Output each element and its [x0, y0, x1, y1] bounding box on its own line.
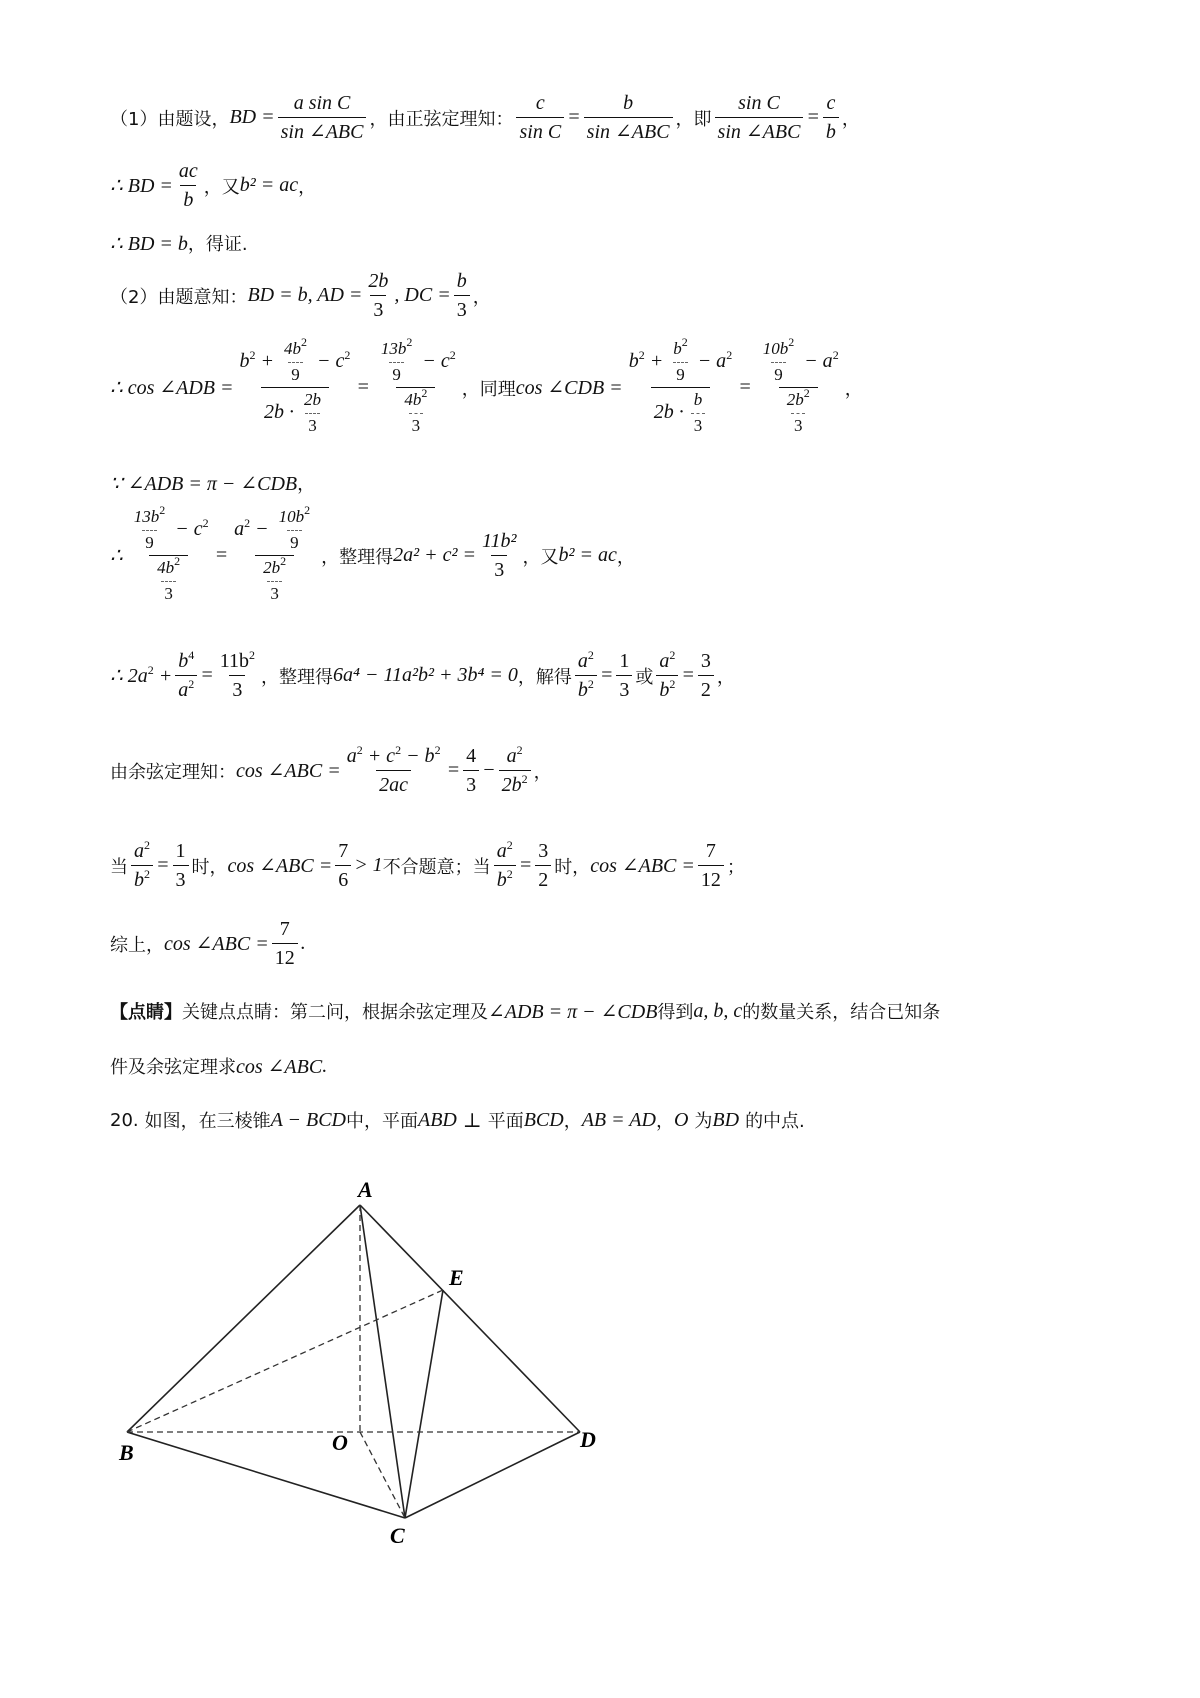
- cos-cdb-frac2: $\frac{10b^2}{9}$ − $a^2$ $\frac{2b^2}{3}$: [762, 335, 839, 436]
- cos-abc-case1: cos ∠ABC =: [227, 855, 333, 877]
- because-eq: ∵ ∠ADB = π − ∠CDB: [110, 472, 298, 495]
- edge-ab: [127, 1205, 360, 1432]
- edge-cd: [405, 1432, 580, 1518]
- seven-sixths: $\frac{7}{6}$: [335, 840, 351, 891]
- cos-cdb-prefix: cos ∠CDB =: [515, 377, 623, 400]
- part2-label: （2）由题意知：: [110, 286, 248, 308]
- shi-text-1: 时，: [191, 856, 228, 878]
- problem-number: 20.: [110, 1109, 139, 1131]
- equate-frac-left: $\frac{13b^2}{9}$ − $c^2$ $\frac{4b^2}{3}$: [133, 503, 209, 604]
- part1-label: （1）由题设，: [110, 108, 230, 130]
- part1-line2: ∴ BD = $\frac{ac}{b}$ ，又 b² = ac ，: [110, 160, 317, 211]
- ji-text: ，即: [675, 108, 712, 130]
- note-text2: 得到: [657, 1002, 694, 1023]
- quartic-eq: 6a⁴ − 11a²b² + 3b⁴ = 0: [333, 664, 518, 686]
- sine-law-frac1: $\frac{c}{\text{sin C}}$: [516, 92, 564, 143]
- equate-frac-right: $a^2$ − $\frac{10b^2}{9}$ $\frac{2b^2}{3}$: [234, 503, 311, 604]
- p20-text5: 的中点.: [745, 1111, 805, 1132]
- b2ac-eq: b² = ac: [558, 544, 617, 567]
- p20-perp: ⊥: [462, 1109, 482, 1132]
- final-fraction: $\frac{7}{12}$: [272, 918, 298, 969]
- cos-adb-line: ∴ cos ∠ADB = $b^2$ + $\frac{4b^2}{9}$ − $c^2$ 2b · $\frac{2b}{3}$ = $\frac{13b^2}{9}$ − $c^2$ $\frac{4b^2}{3}$ ，同理 cos ∠CDB = $b^2$ + $\frac{b^2}{9}$ − $a^2$ 2b · $\frac{b}{3}$ = $\frac{10b^2}{9}$ − $a^2$ $\frac{2b^2}{3}$ ，: [110, 335, 863, 436]
- edge-be-dashed: [127, 1290, 443, 1432]
- ji-frac1: $\frac{\text{sin C}}{\text{sin ∠ABC}}$: [715, 92, 804, 143]
- eq1-fraction: $\frac{\text{a sin C}}{\text{sin ∠ABC}}$: [278, 92, 367, 143]
- note-bracket: 【点睛】: [110, 1002, 182, 1023]
- note-period: .: [322, 1054, 328, 1077]
- zhengli2-text: ，整理得: [261, 666, 333, 688]
- p20-text4: 为: [694, 1111, 713, 1132]
- note-text3: 的数量关系，结合已知条: [742, 1002, 941, 1023]
- sine-law-frac2: $\frac{b}{\text{sin ∠ABC}}$: [584, 92, 673, 143]
- p20-text3: 平面: [487, 1111, 524, 1132]
- solve-rhs: $\frac{11b^2}{3}$: [219, 648, 255, 701]
- ratio2: $\frac{a^2}{b^2}$: [656, 650, 678, 701]
- note-text1: 关键点点睛：第二问，根据余弦定理及: [182, 1002, 488, 1023]
- note-angle-eq: ∠ADB = π − ∠CDB: [488, 1000, 658, 1023]
- shi-text-2: 时，: [554, 856, 591, 878]
- zhengli1-text: ，整理得: [321, 546, 394, 568]
- result1-fraction: $\frac{\text{11b²}}{3}$: [481, 530, 517, 582]
- p20-bcd: BCD: [523, 1108, 564, 1131]
- line3-end: ，得证.: [187, 234, 248, 255]
- cos-abc-frac: $\frac{a^2 + c^2 - b^2}{2ac}$: [346, 743, 441, 796]
- when-line: 当 $\frac{a^2}{b^2}$ = $\frac{1}{3}$ 时， cos ∠ABC = $\frac{7}{6}$ > 1 不合题意；当 $\frac{a^2}{b^2}$ = $\frac{3}{2}$ 时， cos ∠ABC = $\frac{7}{12}$ ；: [110, 838, 745, 891]
- when-ratio1-value: $\frac{1}{3}$: [173, 840, 189, 891]
- equate-line: ∴ $\frac{13b^2}{9}$ − $c^2$ $\frac{4b^2}{3}$ = $a^2$ − $\frac{10b^2}{9}$ $\frac{2b^2}{3}$ ，整理得 2a² + c² = $\frac{\text{11b²}}{3}$ ，又 b² = ac ，: [110, 503, 635, 604]
- cos-adb-prefix: ∴ cos ∠ADB =: [110, 377, 234, 400]
- solve-line: ∴ $2a^2$ + $\frac{b^4}{a^2}$ = $\frac{11b^2}{3}$ ，整理得 6a⁴ − 11a²b² + 3b⁴ = 0 ，解得 $\frac{a^2}{b^2}$ = $\frac{1}{3}$ 或 $\frac{a^2}{b^2}$ = $\frac{3}{2}$ ，: [110, 648, 735, 701]
- p20-abd: ABD: [418, 1108, 457, 1131]
- note-text4: 件及余弦定理求: [110, 1057, 236, 1078]
- a2-over-2b2: $\frac{a^2}{2b^2}$: [499, 745, 531, 796]
- label-a: A: [358, 1177, 373, 1202]
- because-line: ∵ ∠ADB = π − ∠CDB ，: [110, 472, 316, 495]
- ratio2-value: $\frac{3}{2}$: [698, 650, 714, 701]
- seven-twelfths: $\frac{7}{12}$: [698, 840, 724, 891]
- cos-law-text: 由余弦定理知：: [110, 761, 236, 783]
- when-ratio1: $\frac{a^2}{b^2}$: [131, 840, 153, 891]
- cos-cdb-frac1: $b^2$ + $\frac{b^2}{9}$ − $a^2$ 2b · $\frac{b}{3}$: [628, 335, 733, 436]
- note-abc: a, b, c: [693, 999, 743, 1022]
- label-d: D: [580, 1427, 596, 1452]
- line2-mid: ，又: [203, 176, 240, 198]
- edge-ad: [360, 1205, 580, 1432]
- label-o: O: [332, 1430, 348, 1455]
- p20-tetra: A − BCD: [270, 1108, 346, 1131]
- p20-text2: 中，平面: [346, 1111, 418, 1132]
- part2-line1: （2）由题意知： BD = b, AD = $\frac{2b}{3}$ , DC = $\frac{b}{3}$ ，: [110, 270, 491, 321]
- cos-adb-frac1: $b^2$ + $\frac{4b^2}{9}$ − $c^2$ 2b · $\frac{2b}{3}$: [239, 335, 351, 436]
- when-ratio2-value: $\frac{3}{2}$: [535, 840, 551, 891]
- dang-text-1: 当: [110, 856, 128, 878]
- dc-fraction: $\frac{b}{3}$: [454, 270, 470, 321]
- part1-line1: （1）由题设， BD = $\frac{\text{a sin C}}{\text{sin ∠ABC}}$ ，由正弦定理知： $\frac{c}{\text{sin C}}$ = $\frac{b}{\text{sin ∠ABC}}$ ，即 $\frac{\text{sin C}}{\text{sin ∠ABC}}$ = $\frac{c}{b}$ ，: [110, 92, 860, 143]
- sine-law-text: ，由正弦定理知：: [369, 108, 514, 130]
- note-cos-abc: cos ∠ABC: [236, 1055, 323, 1078]
- p20-ab-ad: AB = AD: [581, 1108, 656, 1131]
- label-c: C: [390, 1523, 405, 1548]
- p20-text1: 如图，在三棱锥: [144, 1111, 271, 1132]
- eq1-lhs: BD =: [229, 106, 275, 128]
- edge-ce: [405, 1290, 443, 1518]
- line2-prefix: ∴ BD =: [110, 175, 173, 197]
- label-b: B: [119, 1440, 134, 1465]
- line2-eq: b² = ac: [239, 174, 299, 196]
- ad-fraction: $\frac{2b}{3}$: [368, 270, 389, 321]
- line3-eq: ∴ BD = b: [110, 232, 188, 255]
- tongli-text: ，同理: [461, 378, 516, 400]
- cos-law-line: 由余弦定理知： cos ∠ABC = $\frac{a^2 + c^2 - b^2}{2ac}$ = $\frac{4}{3}$ − $\frac{a^2}{2b^2}$ ，: [110, 743, 552, 796]
- cos-abc-case2: cos ∠ABC =: [590, 855, 695, 877]
- ji-frac2: $\frac{c}{b}$: [823, 92, 839, 143]
- you-text: ，又: [522, 546, 559, 568]
- conclusion-line: 综上， cos ∠ABC = $\frac{7}{12}$ .: [110, 918, 306, 969]
- ratio1-value: $\frac{1}{3}$: [616, 650, 632, 701]
- p20-bd: BD: [712, 1108, 740, 1131]
- problem20-line: 20. 如图，在三棱锥 A − BCD 中，平面 ABD ⊥ 平面 BCD ， AB = AD ， O 为 BD 的中点.: [110, 1108, 805, 1132]
- cos-adb-frac2: $\frac{13b^2}{9}$ − $c^2$ $\frac{4b^2}{3}$: [380, 335, 456, 436]
- ratio1: $\frac{a^2}{b^2}$: [575, 650, 597, 701]
- result1-lhs: 2a² + c² =: [393, 544, 476, 567]
- when-ratio2: $\frac{a^2}{b^2}$: [494, 840, 516, 891]
- huo-text: 或: [635, 666, 654, 688]
- cos-abc-final: cos ∠ABC =: [164, 933, 269, 955]
- given-bd-ad: BD = b, AD =: [247, 284, 363, 306]
- dc-text: , DC =: [394, 284, 451, 306]
- cos-abc-prefix: cos ∠ABC =: [236, 760, 341, 782]
- jiede-text: ，解得: [517, 666, 572, 688]
- four-thirds: $\frac{4}{3}$: [463, 745, 479, 796]
- edge-ac: [360, 1205, 405, 1518]
- edge-bc: [127, 1432, 405, 1518]
- line2-fraction: $\frac{ac}{b}$: [178, 160, 198, 211]
- p20-o: O: [673, 1108, 689, 1131]
- label-e: E: [449, 1265, 464, 1290]
- b4-over-a2: $\frac{b^4}{a^2}$: [175, 650, 197, 701]
- buhe-text: 不合题意；当: [382, 856, 491, 878]
- zongshang-text: 综上，: [110, 934, 164, 956]
